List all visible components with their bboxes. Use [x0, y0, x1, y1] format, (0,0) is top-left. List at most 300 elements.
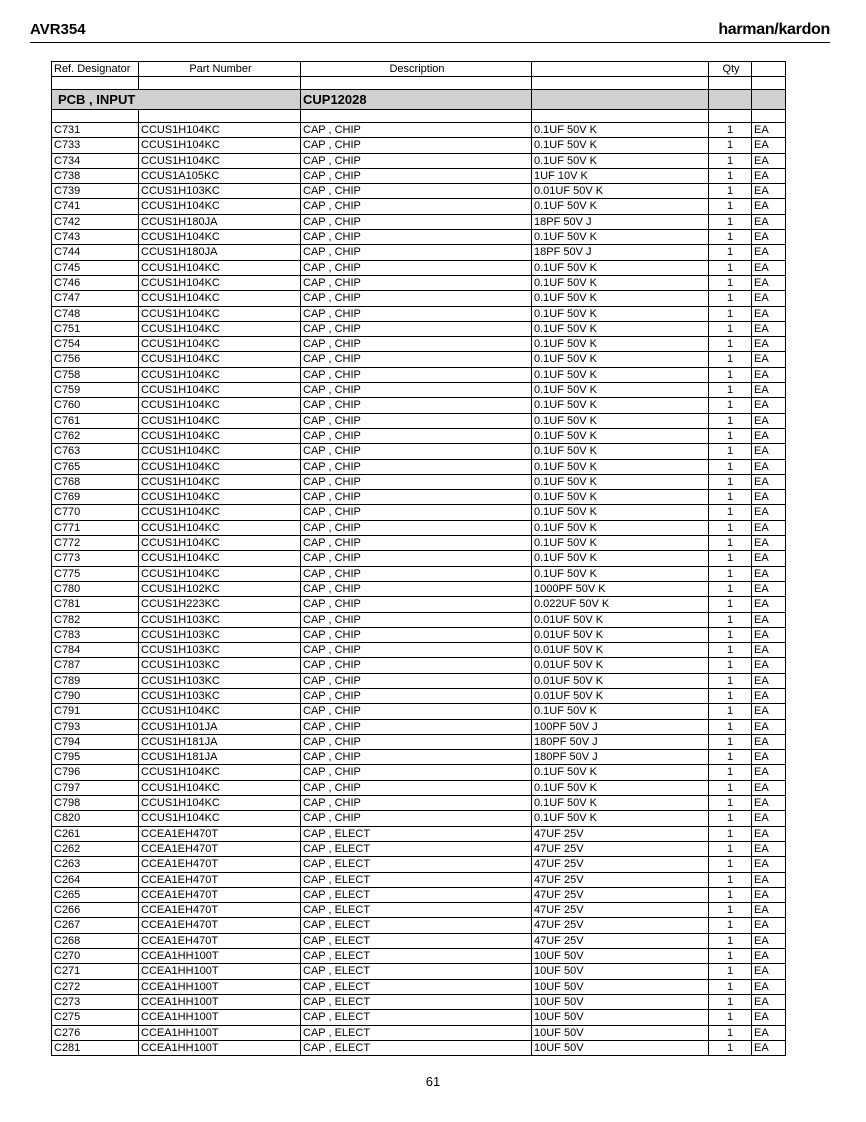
table-row: [52, 704, 786, 719]
part-number-cell: CCUS1H104KC: [139, 765, 301, 780]
description-cell: CAP , CHIP: [301, 643, 532, 658]
unit-cell: EA: [752, 979, 786, 994]
unit-cell: EA: [752, 490, 786, 505]
part-number-cell: CCUS1H104KC: [139, 536, 301, 551]
table-row: [52, 796, 786, 811]
parts-table-body: [52, 62, 786, 1056]
description-cell: CAP , CHIP: [301, 765, 532, 780]
qty-cell: 1: [709, 490, 752, 505]
ref-designator-cell: C770: [52, 505, 139, 520]
brand-logo-text: harman/kardon: [718, 21, 830, 38]
part-number-cell: CCUS1H104KC: [139, 780, 301, 795]
ref-designator-cell: C738: [52, 168, 139, 183]
unit-cell: EA: [752, 1025, 786, 1040]
table-row: [52, 428, 786, 443]
value-cell: 0.1UF 50V K: [532, 428, 709, 443]
part-number-cell: CCUS1H104KC: [139, 138, 301, 153]
header-unit: [752, 62, 786, 77]
description-cell: CAP , CHIP: [301, 536, 532, 551]
part-number-cell: CCUS1H104KC: [139, 321, 301, 336]
unit-cell: EA: [752, 581, 786, 596]
qty-cell: 1: [709, 780, 752, 795]
part-number-cell: CCUS1H104KC: [139, 275, 301, 290]
value-cell: 0.01UF 50V K: [532, 673, 709, 688]
value-cell: 10UF 50V: [532, 979, 709, 994]
value-cell: 0.1UF 50V K: [532, 306, 709, 321]
ref-designator-cell: C789: [52, 673, 139, 688]
value-cell: 0.022UF 50V K: [532, 597, 709, 612]
value-cell: 0.1UF 50V K: [532, 536, 709, 551]
qty-cell: 1: [709, 658, 752, 673]
description-cell: CAP , CHIP: [301, 321, 532, 336]
ref-designator-cell: C772: [52, 536, 139, 551]
description-cell: CAP , ELECT: [301, 933, 532, 948]
value-cell: 47UF 25V: [532, 826, 709, 841]
part-number-cell: CCUS1H104KC: [139, 459, 301, 474]
table-row: [52, 872, 786, 887]
unit-cell: EA: [752, 168, 786, 183]
unit-cell: EA: [752, 230, 786, 245]
table-row: [52, 168, 786, 183]
description-cell: CAP , CHIP: [301, 398, 532, 413]
ref-designator-cell: C751: [52, 321, 139, 336]
qty-cell: 1: [709, 260, 752, 275]
qty-cell: 1: [709, 551, 752, 566]
unit-cell: EA: [752, 398, 786, 413]
ref-designator-cell: C263: [52, 857, 139, 872]
ref-designator-cell: C771: [52, 520, 139, 535]
qty-cell: 1: [709, 979, 752, 994]
unit-cell: EA: [752, 306, 786, 321]
qty-cell: 1: [709, 444, 752, 459]
table-row: [52, 520, 786, 535]
part-number-cell: CCUS1H104KC: [139, 551, 301, 566]
table-row: [52, 887, 786, 902]
unit-cell: EA: [752, 275, 786, 290]
part-number-cell: CCUS1H103KC: [139, 673, 301, 688]
unit-cell: EA: [752, 796, 786, 811]
table-row: [52, 459, 786, 474]
value-cell: 47UF 25V: [532, 887, 709, 902]
table-row: [52, 566, 786, 581]
ref-designator-cell: C742: [52, 214, 139, 229]
qty-cell: 1: [709, 199, 752, 214]
value-cell: 0.1UF 50V K: [532, 138, 709, 153]
qty-cell: 1: [709, 536, 752, 551]
table-row: [52, 536, 786, 551]
table-row: [52, 811, 786, 826]
description-cell: CAP , ELECT: [301, 964, 532, 979]
ref-designator-cell: C748: [52, 306, 139, 321]
description-cell: CAP , CHIP: [301, 199, 532, 214]
unit-cell: EA: [752, 428, 786, 443]
ref-designator-cell: C276: [52, 1025, 139, 1040]
qty-cell: 1: [709, 719, 752, 734]
qty-cell: 1: [709, 841, 752, 856]
table-row: [52, 214, 786, 229]
table-row: [52, 474, 786, 489]
qty-cell: 1: [709, 184, 752, 199]
ref-designator-cell: C268: [52, 933, 139, 948]
value-cell: 0.1UF 50V K: [532, 490, 709, 505]
description-cell: CAP , CHIP: [301, 428, 532, 443]
part-number-cell: CCUS1H104KC: [139, 291, 301, 306]
description-cell: CAP , CHIP: [301, 245, 532, 260]
table-row: [52, 444, 786, 459]
qty-cell: 1: [709, 168, 752, 183]
part-number-cell: CCEA1EH470T: [139, 857, 301, 872]
value-cell: 0.1UF 50V K: [532, 199, 709, 214]
table-row: [52, 1040, 786, 1055]
table-row: [52, 719, 786, 734]
description-cell: CAP , CHIP: [301, 719, 532, 734]
unit-cell: EA: [752, 291, 786, 306]
table-row: [52, 597, 786, 612]
part-number-cell: CCUS1H104KC: [139, 428, 301, 443]
table-row: [52, 352, 786, 367]
part-number-cell: CCUS1H180JA: [139, 245, 301, 260]
part-number-cell: CCUS1H103KC: [139, 612, 301, 627]
section-code: CUP12028: [301, 90, 532, 110]
ref-designator-cell: C266: [52, 903, 139, 918]
description-cell: CAP , ELECT: [301, 826, 532, 841]
table-row: [52, 275, 786, 290]
ref-designator-cell: C733: [52, 138, 139, 153]
value-cell: 0.1UF 50V K: [532, 383, 709, 398]
description-cell: CAP , CHIP: [301, 291, 532, 306]
qty-cell: 1: [709, 811, 752, 826]
qty-cell: 1: [709, 153, 752, 168]
table-row: [52, 321, 786, 336]
ref-designator-cell: C739: [52, 184, 139, 199]
part-number-cell: CCUS1H181JA: [139, 734, 301, 749]
part-number-cell: CCEA1EH470T: [139, 872, 301, 887]
ref-designator-cell: C264: [52, 872, 139, 887]
value-cell: 0.1UF 50V K: [532, 520, 709, 535]
qty-cell: 1: [709, 1040, 752, 1055]
qty-cell: 1: [709, 673, 752, 688]
unit-cell: EA: [752, 841, 786, 856]
qty-cell: 1: [709, 138, 752, 153]
unit-cell: EA: [752, 780, 786, 795]
value-cell: 18PF 50V J: [532, 245, 709, 260]
qty-cell: 1: [709, 520, 752, 535]
ref-designator-cell: C273: [52, 994, 139, 1009]
qty-cell: 1: [709, 903, 752, 918]
ref-designator-cell: C272: [52, 979, 139, 994]
parts-list-table: [51, 61, 786, 1056]
qty-cell: 1: [709, 383, 752, 398]
header-part-number: Part Number: [139, 62, 301, 77]
qty-cell: 1: [709, 367, 752, 382]
description-cell: CAP , CHIP: [301, 811, 532, 826]
ref-designator-cell: C794: [52, 734, 139, 749]
value-cell: 0.1UF 50V K: [532, 291, 709, 306]
unit-cell: EA: [752, 643, 786, 658]
value-cell: 0.1UF 50V K: [532, 153, 709, 168]
unit-cell: EA: [752, 627, 786, 642]
table-row: [52, 551, 786, 566]
unit-cell: EA: [752, 734, 786, 749]
description-cell: CAP , CHIP: [301, 658, 532, 673]
table-row: [52, 306, 786, 321]
value-cell: 0.1UF 50V K: [532, 275, 709, 290]
table-row: [52, 1010, 786, 1025]
description-cell: CAP , CHIP: [301, 704, 532, 719]
ref-designator-cell: C745: [52, 260, 139, 275]
description-cell: CAP , CHIP: [301, 383, 532, 398]
ref-designator-cell: C743: [52, 230, 139, 245]
ref-designator-cell: C281: [52, 1040, 139, 1055]
section-row: [52, 90, 786, 110]
table-row: [52, 260, 786, 275]
part-number-cell: CCUS1H101JA: [139, 719, 301, 734]
description-cell: CAP , CHIP: [301, 566, 532, 581]
part-number-cell: CCEA1HH100T: [139, 1040, 301, 1055]
part-number-cell: CCUS1H104KC: [139, 398, 301, 413]
value-cell: 180PF 50V J: [532, 734, 709, 749]
part-number-cell: CCUS1H104KC: [139, 444, 301, 459]
unit-cell: EA: [752, 337, 786, 352]
description-cell: CAP , CHIP: [301, 214, 532, 229]
unit-cell: EA: [752, 719, 786, 734]
description-cell: CAP , CHIP: [301, 796, 532, 811]
part-number-cell: CCUS1H104KC: [139, 306, 301, 321]
unit-cell: EA: [752, 903, 786, 918]
unit-cell: EA: [752, 933, 786, 948]
table-row: [52, 245, 786, 260]
part-number-cell: CCUS1H104KC: [139, 811, 301, 826]
value-cell: 10UF 50V: [532, 994, 709, 1009]
part-number-cell: CCUS1H104KC: [139, 474, 301, 489]
table-row: [52, 1025, 786, 1040]
ref-designator-cell: C265: [52, 887, 139, 902]
value-cell: 0.1UF 50V K: [532, 230, 709, 245]
unit-cell: EA: [752, 245, 786, 260]
unit-cell: EA: [752, 994, 786, 1009]
unit-cell: EA: [752, 551, 786, 566]
part-number-cell: CCUS1H104KC: [139, 413, 301, 428]
unit-cell: EA: [752, 199, 786, 214]
description-cell: CAP , CHIP: [301, 750, 532, 765]
table-row: [52, 903, 786, 918]
value-cell: 1000PF 50V K: [532, 581, 709, 596]
qty-cell: 1: [709, 765, 752, 780]
part-number-cell: CCEA1HH100T: [139, 1010, 301, 1025]
value-cell: 0.1UF 50V K: [532, 398, 709, 413]
description-cell: CAP , CHIP: [301, 230, 532, 245]
value-cell: 100PF 50V J: [532, 719, 709, 734]
description-cell: CAP , CHIP: [301, 184, 532, 199]
unit-cell: EA: [752, 949, 786, 964]
qty-cell: 1: [709, 597, 752, 612]
description-cell: CAP , ELECT: [301, 903, 532, 918]
ref-designator-cell: C275: [52, 1010, 139, 1025]
table-row: [52, 643, 786, 658]
qty-cell: 1: [709, 918, 752, 933]
value-cell: 47UF 25V: [532, 857, 709, 872]
value-cell: 0.01UF 50V K: [532, 658, 709, 673]
description-cell: CAP , CHIP: [301, 551, 532, 566]
ref-designator-cell: C820: [52, 811, 139, 826]
ref-designator-cell: C787: [52, 658, 139, 673]
qty-cell: 1: [709, 887, 752, 902]
value-cell: 10UF 50V: [532, 964, 709, 979]
table-row: [52, 933, 786, 948]
part-number-cell: CCEA1HH100T: [139, 964, 301, 979]
description-cell: CAP , ELECT: [301, 949, 532, 964]
description-cell: CAP , CHIP: [301, 138, 532, 153]
part-number-cell: CCUS1A105KC: [139, 168, 301, 183]
part-number-cell: CCUS1H104KC: [139, 352, 301, 367]
unit-cell: EA: [752, 673, 786, 688]
qty-cell: 1: [709, 337, 752, 352]
qty-cell: 1: [709, 306, 752, 321]
qty-cell: 1: [709, 796, 752, 811]
qty-cell: 1: [709, 627, 752, 642]
part-number-cell: CCEA1HH100T: [139, 994, 301, 1009]
table-row: [52, 841, 786, 856]
value-cell: 0.01UF 50V K: [532, 688, 709, 703]
unit-cell: EA: [752, 520, 786, 535]
value-cell: 0.01UF 50V K: [532, 612, 709, 627]
part-number-cell: CCEA1EH470T: [139, 841, 301, 856]
value-cell: 10UF 50V: [532, 1025, 709, 1040]
description-cell: CAP , CHIP: [301, 153, 532, 168]
header-divider: [30, 42, 830, 43]
table-header-row: [52, 62, 786, 77]
description-cell: CAP , ELECT: [301, 918, 532, 933]
ref-designator-cell: C762: [52, 428, 139, 443]
qty-cell: 1: [709, 734, 752, 749]
value-cell: 10UF 50V: [532, 949, 709, 964]
qty-cell: 1: [709, 245, 752, 260]
unit-cell: EA: [752, 1010, 786, 1025]
table-row: [52, 734, 786, 749]
value-cell: 0.1UF 50V K: [532, 123, 709, 138]
table-row: [52, 918, 786, 933]
value-cell: 0.1UF 50V K: [532, 505, 709, 520]
header-qty: Qty: [709, 62, 752, 77]
ref-designator-cell: C790: [52, 688, 139, 703]
table-row: [52, 658, 786, 673]
value-cell: 0.01UF 50V K: [532, 627, 709, 642]
qty-cell: 1: [709, 428, 752, 443]
value-cell: 0.1UF 50V K: [532, 474, 709, 489]
ref-designator-cell: C781: [52, 597, 139, 612]
value-cell: 0.1UF 50V K: [532, 444, 709, 459]
unit-cell: EA: [752, 826, 786, 841]
qty-cell: 1: [709, 872, 752, 887]
table-row: [52, 780, 786, 795]
ref-designator-cell: C267: [52, 918, 139, 933]
description-cell: CAP , CHIP: [301, 306, 532, 321]
value-cell: 0.1UF 50V K: [532, 337, 709, 352]
part-number-cell: CCUS1H104KC: [139, 383, 301, 398]
value-cell: 0.01UF 50V K: [532, 184, 709, 199]
table-row: [52, 964, 786, 979]
ref-designator-cell: C796: [52, 765, 139, 780]
unit-cell: EA: [752, 704, 786, 719]
ref-designator-cell: C769: [52, 490, 139, 505]
qty-cell: 1: [709, 505, 752, 520]
part-number-cell: CCUS1H104KC: [139, 123, 301, 138]
table-row: [52, 413, 786, 428]
value-cell: 18PF 50V J: [532, 214, 709, 229]
ref-designator-cell: C262: [52, 841, 139, 856]
ref-designator-cell: C783: [52, 627, 139, 642]
value-cell: 0.1UF 50V K: [532, 704, 709, 719]
ref-designator-cell: C744: [52, 245, 139, 260]
unit-cell: EA: [752, 887, 786, 902]
ref-designator-cell: C741: [52, 199, 139, 214]
value-cell: 47UF 25V: [532, 903, 709, 918]
unit-cell: EA: [752, 367, 786, 382]
description-cell: CAP , CHIP: [301, 260, 532, 275]
unit-cell: EA: [752, 918, 786, 933]
value-cell: 0.1UF 50V K: [532, 260, 709, 275]
description-cell: CAP , CHIP: [301, 168, 532, 183]
unit-cell: EA: [752, 765, 786, 780]
ref-designator-cell: C747: [52, 291, 139, 306]
table-row: [52, 612, 786, 627]
description-cell: CAP , CHIP: [301, 734, 532, 749]
header-ref-designator: Ref. Designator: [52, 62, 139, 77]
description-cell: CAP , CHIP: [301, 673, 532, 688]
value-cell: 0.1UF 50V K: [532, 780, 709, 795]
ref-designator-cell: C782: [52, 612, 139, 627]
unit-cell: EA: [752, 536, 786, 551]
value-cell: 0.1UF 50V K: [532, 352, 709, 367]
value-cell: 47UF 25V: [532, 933, 709, 948]
ref-designator-cell: C797: [52, 780, 139, 795]
unit-cell: EA: [752, 505, 786, 520]
qty-cell: 1: [709, 688, 752, 703]
part-number-cell: CCUS1H103KC: [139, 627, 301, 642]
part-number-cell: CCUS1H180JA: [139, 214, 301, 229]
table-row: [52, 857, 786, 872]
qty-cell: 1: [709, 964, 752, 979]
value-cell: 0.1UF 50V K: [532, 566, 709, 581]
table-row: [52, 765, 786, 780]
description-cell: CAP , CHIP: [301, 337, 532, 352]
part-number-cell: CCUS1H103KC: [139, 658, 301, 673]
unit-cell: EA: [752, 383, 786, 398]
table-row: [52, 490, 786, 505]
value-cell: 180PF 50V J: [532, 750, 709, 765]
qty-cell: 1: [709, 321, 752, 336]
value-cell: 0.1UF 50V K: [532, 413, 709, 428]
description-cell: CAP , ELECT: [301, 1025, 532, 1040]
unit-cell: EA: [752, 321, 786, 336]
description-cell: CAP , ELECT: [301, 1040, 532, 1055]
description-cell: CAP , CHIP: [301, 612, 532, 627]
table-spacer-row: [52, 110, 786, 123]
ref-designator-cell: C758: [52, 367, 139, 382]
part-number-cell: CCUS1H104KC: [139, 520, 301, 535]
qty-cell: 1: [709, 275, 752, 290]
ref-designator-cell: C798: [52, 796, 139, 811]
ref-designator-cell: C759: [52, 383, 139, 398]
table-row: [52, 138, 786, 153]
part-number-cell: CCUS1H223KC: [139, 597, 301, 612]
unit-cell: EA: [752, 444, 786, 459]
value-cell: 0.1UF 50V K: [532, 765, 709, 780]
unit-cell: EA: [752, 612, 786, 627]
part-number-cell: CCUS1H104KC: [139, 566, 301, 581]
part-number-cell: CCUS1H104KC: [139, 704, 301, 719]
table-row: [52, 184, 786, 199]
